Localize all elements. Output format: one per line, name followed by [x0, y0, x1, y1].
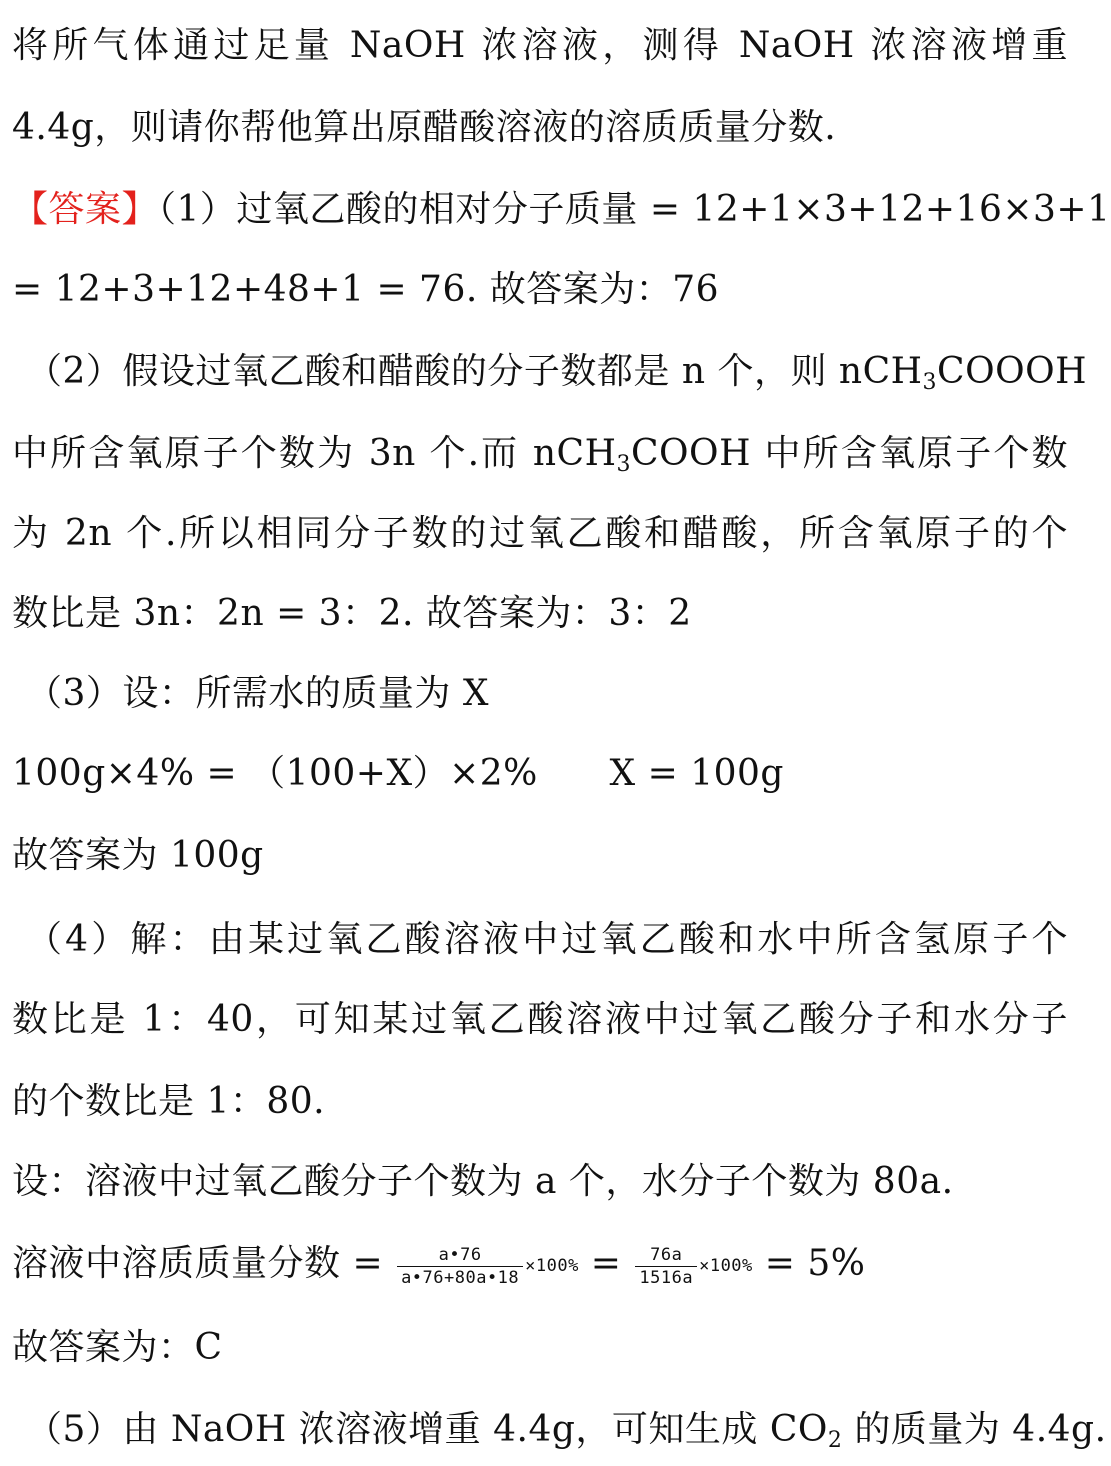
percent-factor-1: ×100%: [525, 1256, 579, 1276]
answer-line-4-a: 中所含氧原子个数为 3n 个.而 nCH: [12, 433, 617, 474]
fraction-1-denominator: a•76+80a•18: [401, 1267, 520, 1288]
fraction-2-numerator: 76a: [635, 1244, 697, 1267]
equation-line: 100g×4% = （100+X）×2% X = 100g: [12, 753, 784, 794]
fraction-2-denominator: 1516a: [639, 1267, 694, 1288]
answer-line-10: 数比是 1：40，可知某过氧乙酸溶液中过氧乙酸分子和水分子: [12, 999, 1068, 1040]
answer-line-14-b: 的质量为 4.4g.: [842, 1409, 1107, 1450]
fraction-1-numerator: a•76: [397, 1244, 523, 1267]
subscript-3b: 3: [616, 452, 631, 477]
answer-line-4-b: COOH 中所含氧原子个数: [631, 433, 1068, 474]
answer-line-8: 故答案为 100g: [12, 835, 264, 876]
answer-line-2: = 12+3+12+48+1 = 76. 故答案为：76: [12, 269, 720, 310]
percent-factor-2: ×100%: [699, 1256, 753, 1276]
text-line-2: 4.4g，则请你帮他算出原醋酸溶液的溶质质量分数.: [12, 107, 837, 148]
fraction-line-label: 溶液中溶质质量分数 =: [12, 1243, 396, 1284]
answer-line-3-b: COOOH: [937, 351, 1088, 392]
answer-line-11: 的个数比是 1：80.: [12, 1081, 326, 1122]
answer-line-1-text: （1）过氧乙酸的相对分子质量 = 12+1×3+12+16×3+1: [158, 189, 1111, 230]
answer-line-12: 设：溶液中过氧乙酸分子个数为 a 个，水分子个数为 80a.: [12, 1161, 954, 1202]
answer-line-13: 故答案为：C: [12, 1327, 223, 1368]
answer-line-3-a: （2）假设过氧乙酸和醋酸的分子数都是 n 个，则 nCH: [26, 351, 923, 392]
answer-line-5: 为 2n 个.所以相同分子数的过氧乙酸和醋酸，所含氧原子的个: [12, 513, 1068, 554]
fraction-line: [12, 1234, 1068, 1294]
answer-line-14: [26, 1400, 1107, 1460]
answer-line-4: [12, 424, 1068, 484]
answer-line-6: 数比是 3n：2n = 3：2. 故答案为：3：2: [12, 593, 692, 634]
fraction-1: [397, 1244, 523, 1289]
fraction-2: [635, 1244, 697, 1289]
answer-line-14-a: （5）由 NaOH 浓溶液增重 4.4g，可知生成 CO: [26, 1409, 828, 1450]
answer-line-9: （4）解：由某过氧乙酸溶液中过氧乙酸和水中所含氢原子个: [26, 919, 1068, 960]
subscript-2: 2: [827, 1428, 843, 1453]
text-line-1: 将所气体通过足量 NaOH 浓溶液，测得 NaOH 浓溶液增重: [12, 25, 1068, 66]
answer-tag: 【答案】: [12, 189, 159, 230]
subscript-3: 3: [922, 370, 938, 395]
answer-line-3: [26, 342, 1088, 402]
fraction-result: = 5%: [752, 1243, 866, 1284]
answer-line-7: （3）设：所需水的质量为 X: [26, 673, 489, 714]
answer-line-1: [12, 180, 1111, 240]
equals-sign: =: [578, 1243, 634, 1284]
